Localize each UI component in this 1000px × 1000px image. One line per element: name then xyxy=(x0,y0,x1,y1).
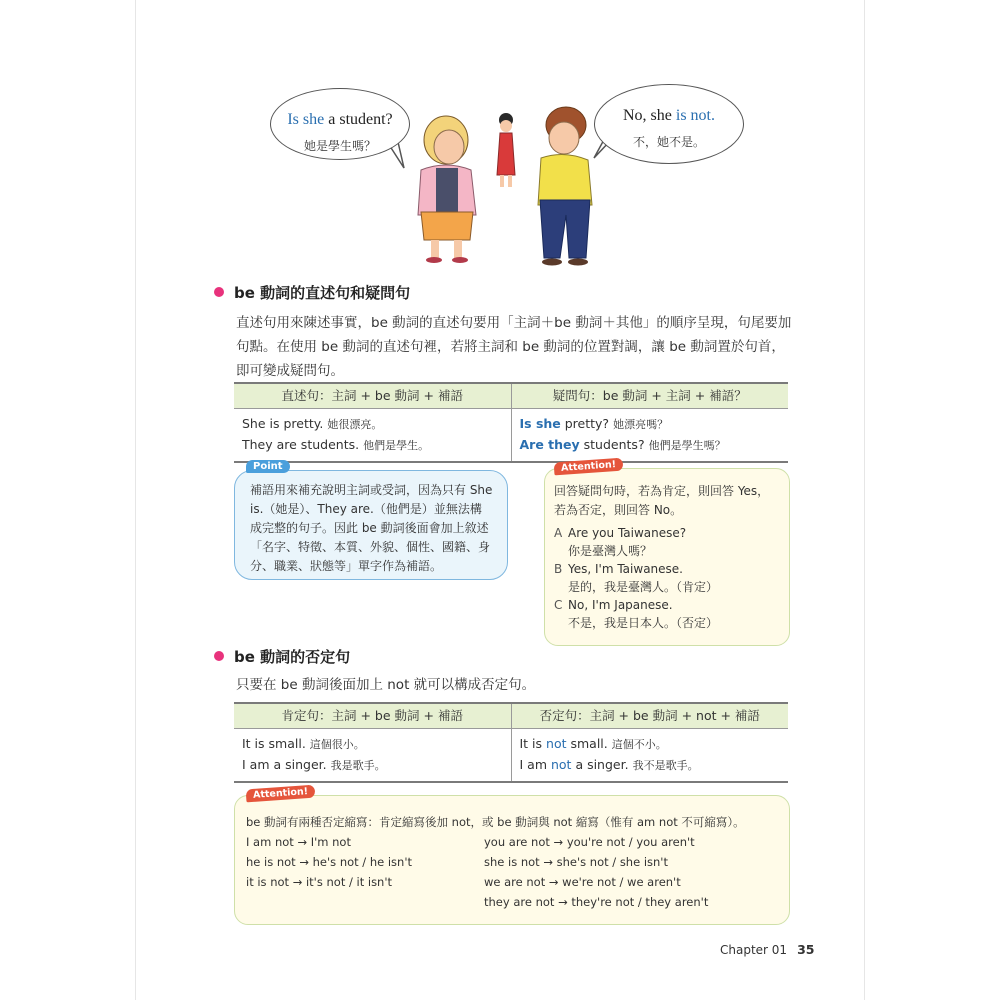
example-item: A Are you Taiwanese? 你是臺灣人嗎？ xyxy=(554,526,687,558)
page-footer xyxy=(720,942,814,957)
older-woman-figure xyxy=(418,116,476,263)
man-figure xyxy=(538,107,592,266)
table-row: I am not a singer. 我不是歌手。 xyxy=(519,757,699,772)
bubble-right-english: No, she is not. xyxy=(622,107,715,124)
table-row: Is she pretty? 她漂亮嗎？ xyxy=(519,416,669,431)
speech-bubble-left xyxy=(270,88,410,160)
attention-tag: Attention! xyxy=(554,458,624,476)
table-col-questions xyxy=(511,409,789,461)
bubble-right-chinese: 不，她不是。 xyxy=(632,135,705,149)
table-col-statements xyxy=(234,409,511,461)
section1-table xyxy=(234,382,788,463)
table-row: It is small. 這個很小。 xyxy=(242,736,365,751)
table-header-negative: 否定句：主詞 + be 動詞 + not + 補語 xyxy=(511,704,789,728)
section1-paragraph xyxy=(236,311,796,383)
speech-bubble-right xyxy=(594,84,744,164)
bubble-left-chinese: 她是學生嗎？ xyxy=(303,139,376,153)
attention-tag: Attention! xyxy=(246,785,316,803)
table-header-affirmative: 肯定句：主詞 + be 動詞 + 補語 xyxy=(281,708,463,723)
table-row: Are they students? 他們是學生嗎？ xyxy=(519,437,726,452)
point-tag: Point xyxy=(246,460,290,473)
table-row: I am a singer. 我是歌手。 xyxy=(242,757,386,772)
example-item: B Yes, I'm Taiwanese. 是的，我是臺灣人。（肯定） xyxy=(554,562,719,594)
girl-figure xyxy=(497,113,515,187)
section2-bullet xyxy=(214,651,224,661)
contractions-right-list: you are not → you're not / you aren't she is not → she's not / she isn't we are not → we're not / we aren't they are not → they're not / they aren't xyxy=(484,835,709,909)
point-text: 補語用來補充說明主詞或受詞，因為只有 She is.（她是）、They are.（他們是）並無法構 成完整的句子。因此 be 動詞後面會加上敘述 「名字、特徵、本質、外貌、個性、國籍、身 分、職業、狀態等」單字作為補語。 xyxy=(250,483,493,573)
characters-drawing xyxy=(136,0,864,275)
example-item: C No, I'm Japanese. 不是，我是日本人。（否定） xyxy=(554,598,719,630)
table-header xyxy=(234,384,788,409)
table-header xyxy=(234,704,788,729)
section1-para-line: 直述句用來陳述事實，be 動詞的直述句要用「主詞＋be 動詞＋其他」的順序呈現，句尾要加 xyxy=(236,315,792,331)
table-header-question: 疑問句：be 動詞 + 主詞 + 補語？ xyxy=(511,384,789,408)
table-col-negative xyxy=(511,729,789,781)
table-row: They are students. 他們是學生。 xyxy=(242,437,430,452)
page-number: 35 xyxy=(797,942,815,957)
section1-para-line: 即可變成疑問句。 xyxy=(236,363,344,379)
section1-title: be 動詞的直述句和疑問句 xyxy=(234,284,411,302)
section1-para-line: 句點。在使用 be 動詞的直述句裡，若將主詞和 be 動詞的位置對調，讓 be 動詞置於句首， xyxy=(236,339,785,355)
table-row: It is not small. 這個不小。 xyxy=(519,736,667,751)
section2-title: be 動詞的否定句 xyxy=(234,648,351,666)
section2-paragraph: 只要在 be 動詞後面加上 not 就可以構成否定句。 xyxy=(236,677,536,693)
contractions-intro: be 動詞有兩種否定縮寫：肯定縮寫後加 not，或 be 動詞與 not 縮寫（惟有 am not 不可縮寫）。 xyxy=(246,815,745,829)
table-col-affirmative xyxy=(234,729,511,781)
bubble-left-english: Is she a student? xyxy=(287,111,393,128)
contractions-left-list: I am not → I'm not he is not → he's not / he isn't it is not → it's not / it isn't xyxy=(246,835,412,889)
attention-answers-content: 回答疑問句時，若為肯定，則回答 Yes， 若為否定，則回答 No。 A Are you Taiwanese? 你是臺灣人嗎？ B Yes, I'm Taiwanese. 是的，我是臺灣人。（肯定） C No, I'm Japanese. 不是，我是日本人。（否定） xyxy=(554,482,784,632)
section1-bullet xyxy=(214,287,224,297)
chapter-label: Chapter 01 xyxy=(720,943,788,957)
table-header-affirmative: 直述句：主詞 + be 動詞 + 補語 xyxy=(281,388,463,403)
table-row: She is pretty. 她很漂亮。 xyxy=(242,416,383,431)
book-page xyxy=(136,0,864,1000)
section2-table xyxy=(234,702,788,783)
